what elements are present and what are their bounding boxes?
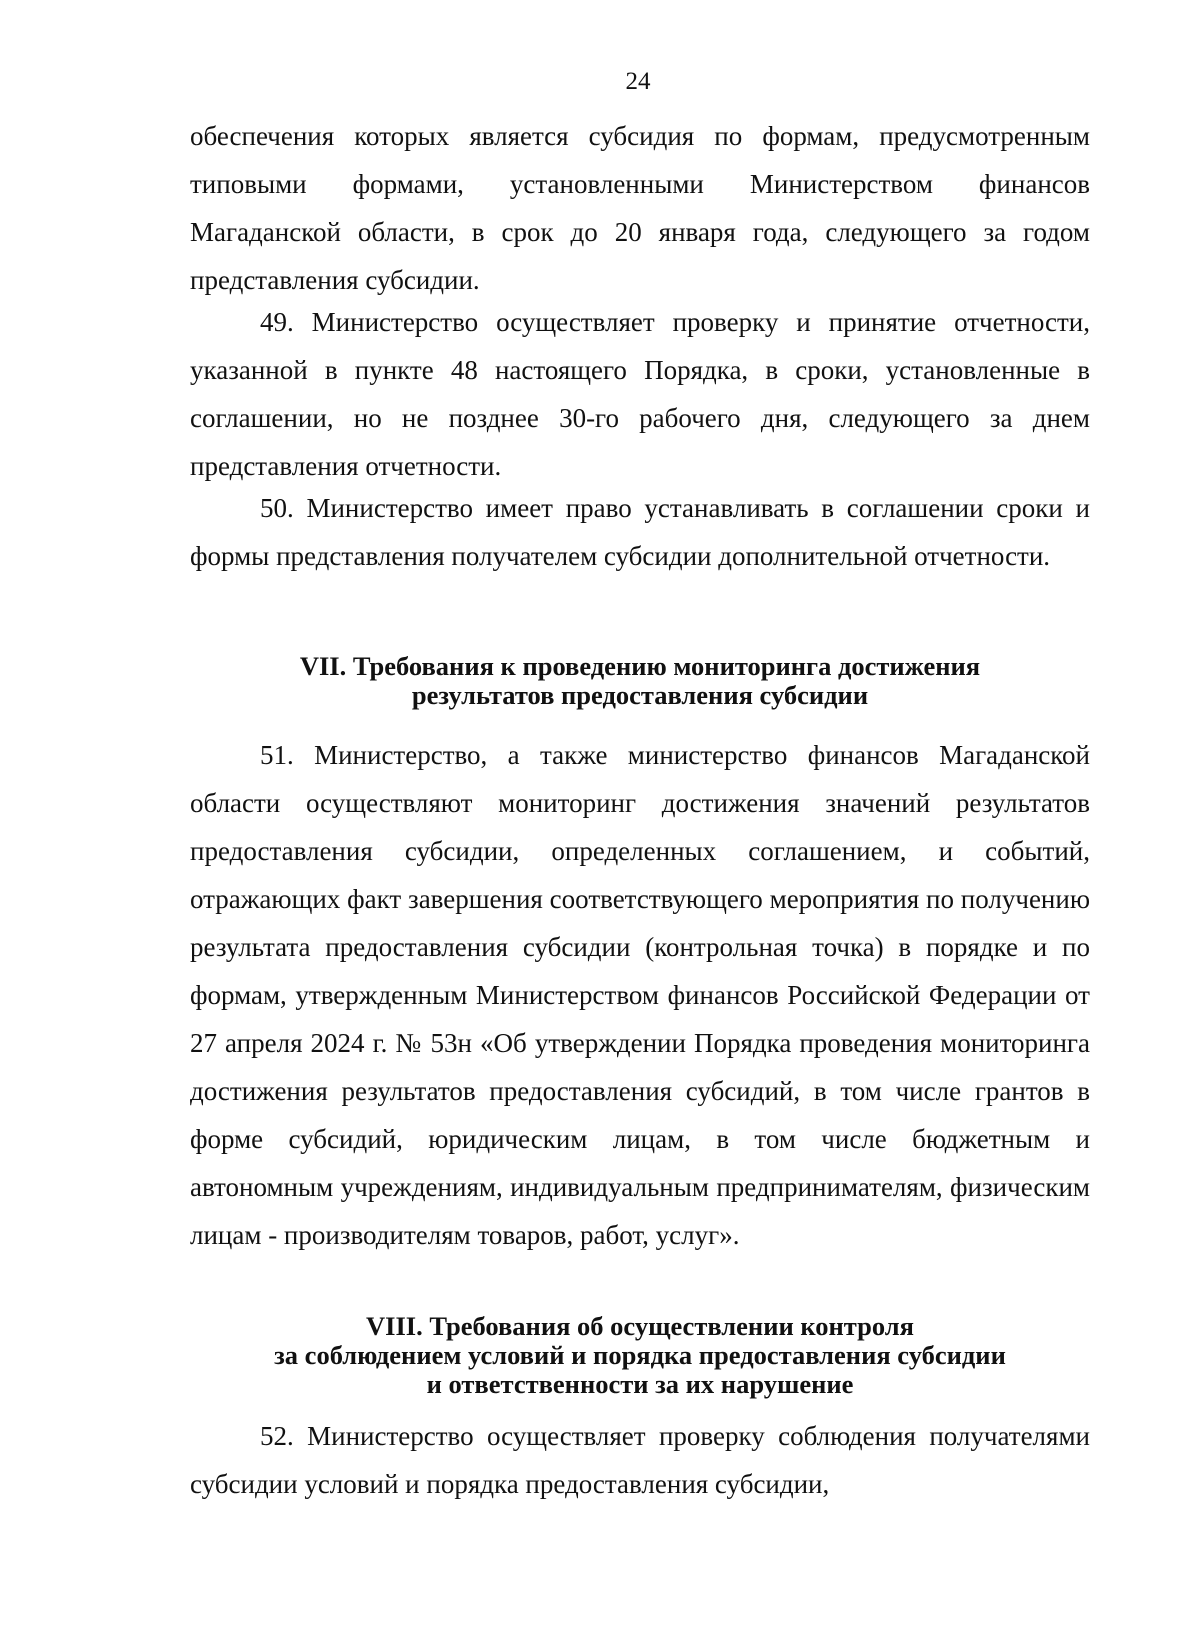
section-8-heading — [190, 1312, 1090, 1399]
paragraph-49 — [190, 298, 1090, 490]
paragraph-text: 51. Министерство, а также министерство финансов Магаданской области осуществляют мониторинг достижения значений результатов предоставления субсидии, определенных соглашением, и событий, отражающих факт завершения соответствующего мероприятия по получению результата предоставления субсидии (контрольная точка) в порядке и по формам, утвержденным Министерством финансов Российской Федерации от 27 апреля 2024 г. № 53н «Об утверждении Порядка проведения мониторинга достижения результатов предоставления субсидий, в том числе грантов в форме субсидий, юридическим лицам, в том числе бюджетным и автономным учреждениям, индивидуальным предпринимателям, физическим лицам - производителям товаров, работ, услуг». — [190, 740, 1090, 1250]
section-heading-line: VII. Требования к проведению мониторинга достижения — [299, 651, 981, 681]
section-heading-line: результатов предоставления субсидии — [411, 680, 869, 710]
page-number: 24 — [625, 68, 651, 95]
section-heading-line: VIII. Требования об осуществлении контроля — [366, 1311, 914, 1341]
section-heading-line: и ответственности за их нарушение — [426, 1369, 854, 1399]
paragraph-text: 50. Министерство имеет право устанавливать в соглашении сроки и формы представления получателем субсидии дополнительной отчетности. — [190, 493, 1090, 571]
paragraph-51 — [190, 731, 1090, 1259]
paragraph-52 — [190, 1412, 1090, 1508]
paragraph-48-continuation — [190, 112, 1090, 304]
paragraph-text: 49. Министерство осуществляет проверку и принятие отчетности, указанной в пункте 48 настоящего Порядка, в сроки, установленные в соглашении, но не позднее 30-го рабочего дня, следующего за днем представления отчетности. — [190, 307, 1090, 481]
paragraph-50 — [190, 484, 1090, 580]
paragraph-text: 52. Министерство осуществляет проверку соблюдения получателями субсидии условий и порядка предоставления субсидии, — [190, 1421, 1090, 1499]
section-heading-line: за соблюдением условий и порядка предоставления субсидии — [274, 1340, 1006, 1370]
paragraph-text: обеспечения которых является субсидия по формам, предусмотренным типовыми формами, установленными Министерством финансов Магаданской области, в срок до 20 января года, следующего за годом представления субсидии. — [190, 121, 1090, 295]
section-7-heading — [190, 652, 1090, 710]
